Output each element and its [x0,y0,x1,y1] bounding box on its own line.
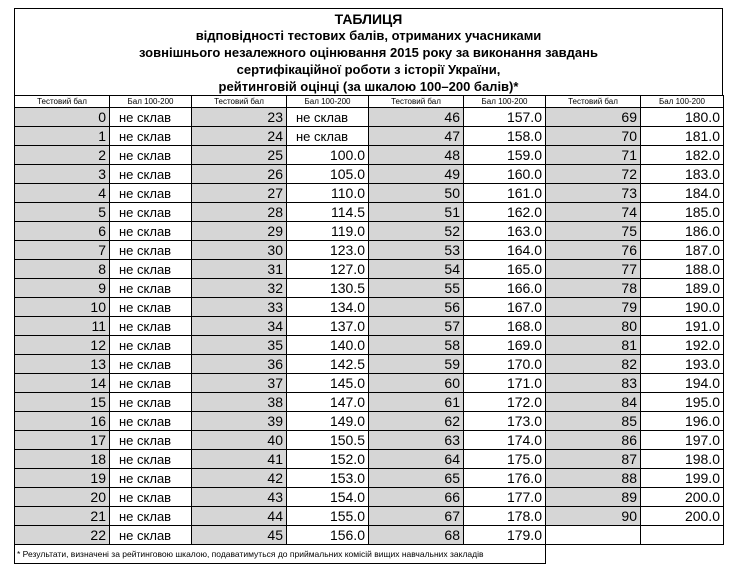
rating-score-cell: 200.0 [641,488,724,507]
column-header: Бал 100-200 [287,96,369,108]
rating-score-cell: 130.5 [287,279,369,298]
rating-score-cell: 189.0 [641,279,724,298]
test-score-cell: 84 [546,393,641,412]
test-score-cell: 45 [192,526,287,545]
rating-score-cell: 152.0 [287,450,369,469]
test-score-cell: 13 [15,355,110,374]
test-score-cell: 39 [192,412,287,431]
test-score-cell: 80 [546,317,641,336]
test-score-cell: 35 [192,336,287,355]
test-score-cell: 60 [369,374,464,393]
rating-score-cell: не склав [110,108,192,127]
subtitle-line-4: рейтинговій оцінці (за шкалою 100–200 балів)* [218,79,519,94]
column-header: Бал 100-200 [110,96,192,108]
rating-score-cell: 156.0 [287,526,369,545]
rating-score-cell: 180.0 [641,108,724,127]
test-score-cell: 77 [546,260,641,279]
rating-score-cell: 149.0 [287,412,369,431]
test-score-cell: 38 [192,393,287,412]
test-score-cell: 74 [546,203,641,222]
test-score-cell: 28 [192,203,287,222]
test-score-cell: 46 [369,108,464,127]
rating-score-cell: 153.0 [287,469,369,488]
rating-score-cell: 140.0 [287,336,369,355]
rating-score-cell: не склав [110,507,192,526]
rating-score-cell: 134.0 [287,298,369,317]
test-score-cell: 6 [15,222,110,241]
rating-score-cell: 160.0 [464,165,546,184]
rating-score-cell: 127.0 [287,260,369,279]
test-score-cell: 67 [369,507,464,526]
rating-score-cell: не склав [110,241,192,260]
rating-score-cell: 191.0 [641,317,724,336]
rating-score-cell: не склав [110,127,192,146]
table-row [15,108,724,127]
column-header: Тестовий бал [192,96,287,108]
score-conversion-table [14,95,724,564]
table-row [15,165,724,184]
rating-score-cell: 196.0 [641,412,724,431]
test-score-cell: 59 [369,355,464,374]
rating-score-cell: 199.0 [641,469,724,488]
rating-score-cell: 200.0 [641,507,724,526]
rating-score-cell: 119.0 [287,222,369,241]
rating-score-cell: 177.0 [464,488,546,507]
rating-score-cell: 187.0 [641,241,724,260]
rating-score-cell: не склав [110,526,192,545]
test-score-cell: 3 [15,165,110,184]
table-row [15,431,724,450]
rating-score-cell: 123.0 [287,241,369,260]
rating-score-cell: 182.0 [641,146,724,165]
rating-score-cell: 137.0 [287,317,369,336]
rating-score-cell: 154.0 [287,488,369,507]
rating-score-cell: не склав [287,108,369,127]
rating-score-cell: 145.0 [287,374,369,393]
test-score-cell: 19 [15,469,110,488]
subtitle-line-2: зовнішнього незалежного оцінювання 2015 року за виконання завдань [139,45,598,60]
test-score-cell: 22 [15,526,110,545]
rating-score-cell: 105.0 [287,165,369,184]
test-score-cell: 15 [15,393,110,412]
table-title: ТАБЛИЦЯ [334,11,403,27]
rating-score-cell: 158.0 [464,127,546,146]
rating-score-cell: 162.0 [464,203,546,222]
footnote: * Результати, визначені за рейтинговою шкалою, подаватимуться до приймальних комісій вищих навчальних закладів [15,545,546,564]
rating-score-cell: не склав [110,355,192,374]
test-score-cell: 48 [369,146,464,165]
rating-score-cell: 178.0 [464,507,546,526]
test-score-cell: 11 [15,317,110,336]
test-score-cell: 10 [15,298,110,317]
test-score-cell: 66 [369,488,464,507]
rating-score-cell: 165.0 [464,260,546,279]
column-header: Тестовий бал [369,96,464,108]
test-score-cell: 62 [369,412,464,431]
test-score-cell: 72 [546,165,641,184]
table-row [15,241,724,260]
rating-score-cell: 157.0 [464,108,546,127]
test-score-cell: 75 [546,222,641,241]
test-score-cell: 20 [15,488,110,507]
rating-score-cell: 185.0 [641,203,724,222]
test-score-cell: 90 [546,507,641,526]
test-score-cell: 25 [192,146,287,165]
table-row [15,374,724,393]
test-score-cell: 55 [369,279,464,298]
test-score-cell: 58 [369,336,464,355]
rating-score-cell: 197.0 [641,431,724,450]
rating-score-cell: 169.0 [464,336,546,355]
test-score-cell: 41 [192,450,287,469]
rating-score-cell: 171.0 [464,374,546,393]
empty-cell [641,526,724,545]
rating-score-cell: 163.0 [464,222,546,241]
rating-score-cell: 176.0 [464,469,546,488]
table-row [15,526,724,545]
table-row [15,488,724,507]
table-row [15,184,724,203]
test-score-cell: 12 [15,336,110,355]
rating-score-cell: 100.0 [287,146,369,165]
test-score-cell: 24 [192,127,287,146]
rating-score-cell: 194.0 [641,374,724,393]
test-score-cell: 88 [546,469,641,488]
rating-score-cell: 186.0 [641,222,724,241]
rating-score-cell: 167.0 [464,298,546,317]
test-score-cell: 69 [546,108,641,127]
test-score-cell: 54 [369,260,464,279]
column-header: Бал 100-200 [464,96,546,108]
table-row [15,222,724,241]
rating-score-cell: не склав [110,488,192,507]
rating-score-cell: 193.0 [641,355,724,374]
rating-score-cell: не склав [110,260,192,279]
rating-score-cell: 192.0 [641,336,724,355]
rating-score-cell: 181.0 [641,127,724,146]
table-row [15,469,724,488]
subtitle-line-3: сертифікаційної роботи з історії України, [236,62,501,77]
test-score-cell: 51 [369,203,464,222]
rating-score-cell: 161.0 [464,184,546,203]
rating-score-cell: не склав [110,393,192,412]
test-score-cell: 49 [369,165,464,184]
rating-score-cell: 172.0 [464,393,546,412]
table-row [15,450,724,469]
table-row [15,336,724,355]
test-score-cell: 47 [369,127,464,146]
test-score-cell: 18 [15,450,110,469]
test-score-cell: 29 [192,222,287,241]
test-score-cell: 73 [546,184,641,203]
test-score-cell: 26 [192,165,287,184]
test-score-cell: 8 [15,260,110,279]
test-score-cell: 50 [369,184,464,203]
rating-score-cell: 188.0 [641,260,724,279]
test-score-cell: 17 [15,431,110,450]
test-score-cell: 82 [546,355,641,374]
table-row [15,317,724,336]
test-score-cell: 70 [546,127,641,146]
test-score-cell: 81 [546,336,641,355]
table-row [15,279,724,298]
rating-score-cell: 168.0 [464,317,546,336]
rating-score-cell: 190.0 [641,298,724,317]
rating-score-cell: не склав [110,469,192,488]
subtitle-line-1: відповідності тестових балів, отриманих учасниками [195,28,542,43]
table-row [15,260,724,279]
column-header: Тестовий бал [546,96,641,108]
rating-score-cell: не склав [110,203,192,222]
rating-score-cell: не склав [110,165,192,184]
rating-score-cell: 155.0 [287,507,369,526]
rating-score-cell: не склав [110,146,192,165]
column-header: Тестовий бал [15,96,110,108]
test-score-cell: 57 [369,317,464,336]
test-score-cell: 37 [192,374,287,393]
rating-score-cell: 173.0 [464,412,546,431]
rating-score-cell: не склав [110,222,192,241]
rating-score-cell: 142.5 [287,355,369,374]
test-score-cell: 43 [192,488,287,507]
test-score-cell: 83 [546,374,641,393]
test-score-cell: 7 [15,241,110,260]
table-row [15,393,724,412]
rating-score-cell: 195.0 [641,393,724,412]
test-score-cell: 89 [546,488,641,507]
test-score-cell: 1 [15,127,110,146]
rating-score-cell: 170.0 [464,355,546,374]
rating-score-cell: 164.0 [464,241,546,260]
test-score-cell: 44 [192,507,287,526]
rating-score-cell: не склав [287,127,369,146]
rating-score-cell: не склав [110,317,192,336]
rating-score-cell: 166.0 [464,279,546,298]
rating-score-cell: не склав [110,374,192,393]
test-score-cell: 68 [369,526,464,545]
test-score-cell: 5 [15,203,110,222]
test-score-cell: 78 [546,279,641,298]
table-row [15,146,724,165]
test-score-cell: 31 [192,260,287,279]
test-score-cell: 86 [546,431,641,450]
test-score-cell: 79 [546,298,641,317]
rating-score-cell: 179.0 [464,526,546,545]
table-body [15,108,724,545]
rating-score-cell: 110.0 [287,184,369,203]
test-score-cell: 27 [192,184,287,203]
rating-score-cell: 175.0 [464,450,546,469]
footnote-empty-space [546,545,724,564]
test-score-cell: 23 [192,108,287,127]
rating-score-cell: не склав [110,450,192,469]
test-score-cell: 65 [369,469,464,488]
test-score-cell: 63 [369,431,464,450]
rating-score-cell: 147.0 [287,393,369,412]
table-row [15,507,724,526]
table-row [15,127,724,146]
rating-score-cell: 183.0 [641,165,724,184]
rating-score-cell: не склав [110,431,192,450]
test-score-cell: 0 [15,108,110,127]
column-header: Бал 100-200 [641,96,724,108]
rating-score-cell: 198.0 [641,450,724,469]
rating-score-cell: 114.5 [287,203,369,222]
rating-score-cell: 159.0 [464,146,546,165]
rating-score-cell: не склав [110,184,192,203]
test-score-cell: 32 [192,279,287,298]
rating-score-cell: не склав [110,298,192,317]
table-row [15,355,724,374]
test-score-cell: 56 [369,298,464,317]
table-row [15,203,724,222]
rating-score-cell: не склав [110,412,192,431]
test-score-cell: 52 [369,222,464,241]
test-score-cell: 30 [192,241,287,260]
table-title-block [14,8,723,95]
test-score-cell: 87 [546,450,641,469]
test-score-cell: 85 [546,412,641,431]
test-score-cell: 14 [15,374,110,393]
test-score-cell: 16 [15,412,110,431]
test-score-cell: 53 [369,241,464,260]
table-row [15,298,724,317]
test-score-cell: 36 [192,355,287,374]
test-score-cell: 61 [369,393,464,412]
rating-score-cell: не склав [110,336,192,355]
test-score-cell: 4 [15,184,110,203]
rating-score-cell: 184.0 [641,184,724,203]
test-score-cell: 64 [369,450,464,469]
test-score-cell: 33 [192,298,287,317]
test-score-cell: 9 [15,279,110,298]
rating-score-cell: не склав [110,279,192,298]
rating-score-cell: 150.5 [287,431,369,450]
rating-score-cell: 174.0 [464,431,546,450]
empty-cell [546,526,641,545]
test-score-cell: 42 [192,469,287,488]
test-score-cell: 76 [546,241,641,260]
test-score-cell: 2 [15,146,110,165]
footnote-row [15,545,724,564]
test-score-cell: 71 [546,146,641,165]
test-score-cell: 34 [192,317,287,336]
header-row [15,96,724,108]
table-row [15,412,724,431]
test-score-cell: 40 [192,431,287,450]
conversion-table-sheet [14,8,723,564]
test-score-cell: 21 [15,507,110,526]
